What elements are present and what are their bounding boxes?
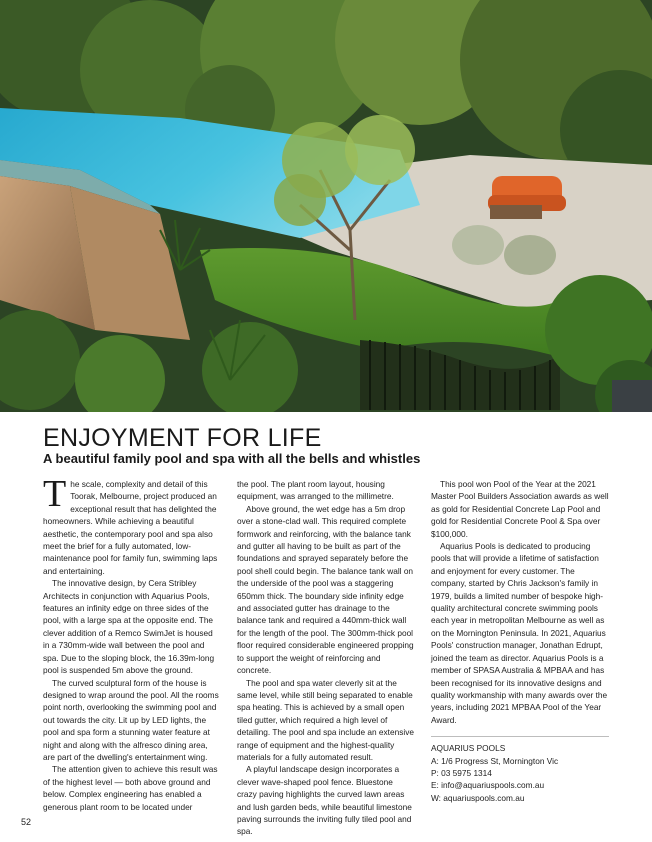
paragraph: the pool. The plant room layout, housing equipment, was arranged to the millimetre.	[237, 479, 394, 502]
paragraph: The pool and spa water cleverly sit at the same level, while still being separated to enable spa heating. This is achieved by a small open tiled gutter, which required a high level of detailing. The pool and spa include an extensive range of equipment and the highest-quality materials for a fully automated result.	[237, 677, 414, 762]
page-number: 52	[21, 817, 32, 827]
paragraph: This pool won Pool of the Year at the 2021 Master Pool Builders Association awards as well as gold for Residential Concrete Lap Pool and gold for Residential Concrete Pool & Spa over $100,000.	[431, 479, 609, 539]
contact-company: AQUARIUS POOLS	[431, 743, 506, 754]
paragraph: Aquarius Pools is dedicated to producing pools that will provide a lifetime of satisfaction and enjoyment for every customer. The company, started by Chris Jackson's family in 1979, builds a limited number of bespoke high-quality architectural concrete swimming pools each year in metropolitan Melbourne as well as on the Mornington Peninsula. In 2021, Aquarius Pools' construction manager, Jonathan Edrupt, joined the team as director. Aquarius Pools is a member of SPASA Australia & MPBAA and has been recognised for its innovative designs and quality workmanship with many awards over the years, including 2021 MPBAA Pool of the Year Award.	[431, 541, 608, 725]
contact-phone: P: 03 5975 1314	[431, 767, 492, 778]
paragraph: The attention given to achieve this result was of the highest level — both above ground and below. Complex engineering has enabled a generous plant room to be located under	[43, 764, 218, 812]
paragraph: A playful landscape design incorporates a clever wave-shaped pool fence. Bluestone crazy paving highlights the curved lawn areas and lush garden beds, while beautiful limestone paving surrounds the inviting fully tiled pool and spa.	[237, 764, 412, 837]
paragraph: Above ground, the wet edge has a 5m drop over a stone-clad wall. This required complete formwork and reinforcing, with the balance tank and gutter all having to be built as part of the foundations and sprayed separately before the pool shell could begin. The balance tank wall on the underside of the pool was a staggering 650mm thick. The boundary side infinity edge and associated gutter has drainage to the balance tank and required a 440mm-thick wall for the length of the pool. The 300mm-thick pool floor required considerable engineered propping to support the weight of reinforcing and concrete.	[237, 503, 414, 676]
paragraph-text: he scale, complexity and detail of this Toorak, Melbourne, project produced an exceptional result that has delighted the homeowners. While achieving a beautiful aesthetic, the contemporary pool and spa also meet the brief for a fully automated, low-maintenance pool for family fun, swimming laps and entertaining.	[43, 479, 218, 576]
contact-website[interactable]: W: aquariuspools.com.au	[431, 792, 525, 803]
paragraph	[43, 473, 221, 577]
paragraph: The innovative design, by Cera Stribley Architects in conjunction with Aquarius Pools, features an infinity edge on three sides of the pool, with a large spa at the opposite end. The clever addition of a Remco SwimJet is housed in a 730mm-wide wall between the pool and spa. Due to the sloping block, the 16.39m-long pool is suspended 5m above the ground.	[43, 578, 215, 676]
contact-address: A: 1/6 Progress St, Mornington Vic	[431, 755, 559, 766]
article-subtitle: A beautiful family pool and spa with all the bells and whistles	[43, 451, 421, 466]
contact-email[interactable]: E: info@aquariuspools.com.au	[431, 780, 545, 791]
pool-garden-illustration	[0, 0, 652, 412]
contact-block	[431, 736, 609, 804]
article-title: ENJOYMENT FOR LIFE	[43, 424, 322, 452]
drop-cap: T	[43, 473, 67, 515]
column-2	[237, 478, 415, 837]
article-body	[43, 473, 611, 837]
column-3	[431, 478, 609, 814]
column-1	[43, 473, 221, 814]
hero-photo	[0, 0, 652, 412]
paragraph: The curved sculptural form of the house is designed to wrap around the pool. All the rooms point north, overlooking the swimming pool and out towards the city. Lit up by LED lights, the pool and spa form a stunning water feature at night and along with the alfresco dining area, are part of the dwelling's entertainment wing.	[43, 677, 219, 762]
